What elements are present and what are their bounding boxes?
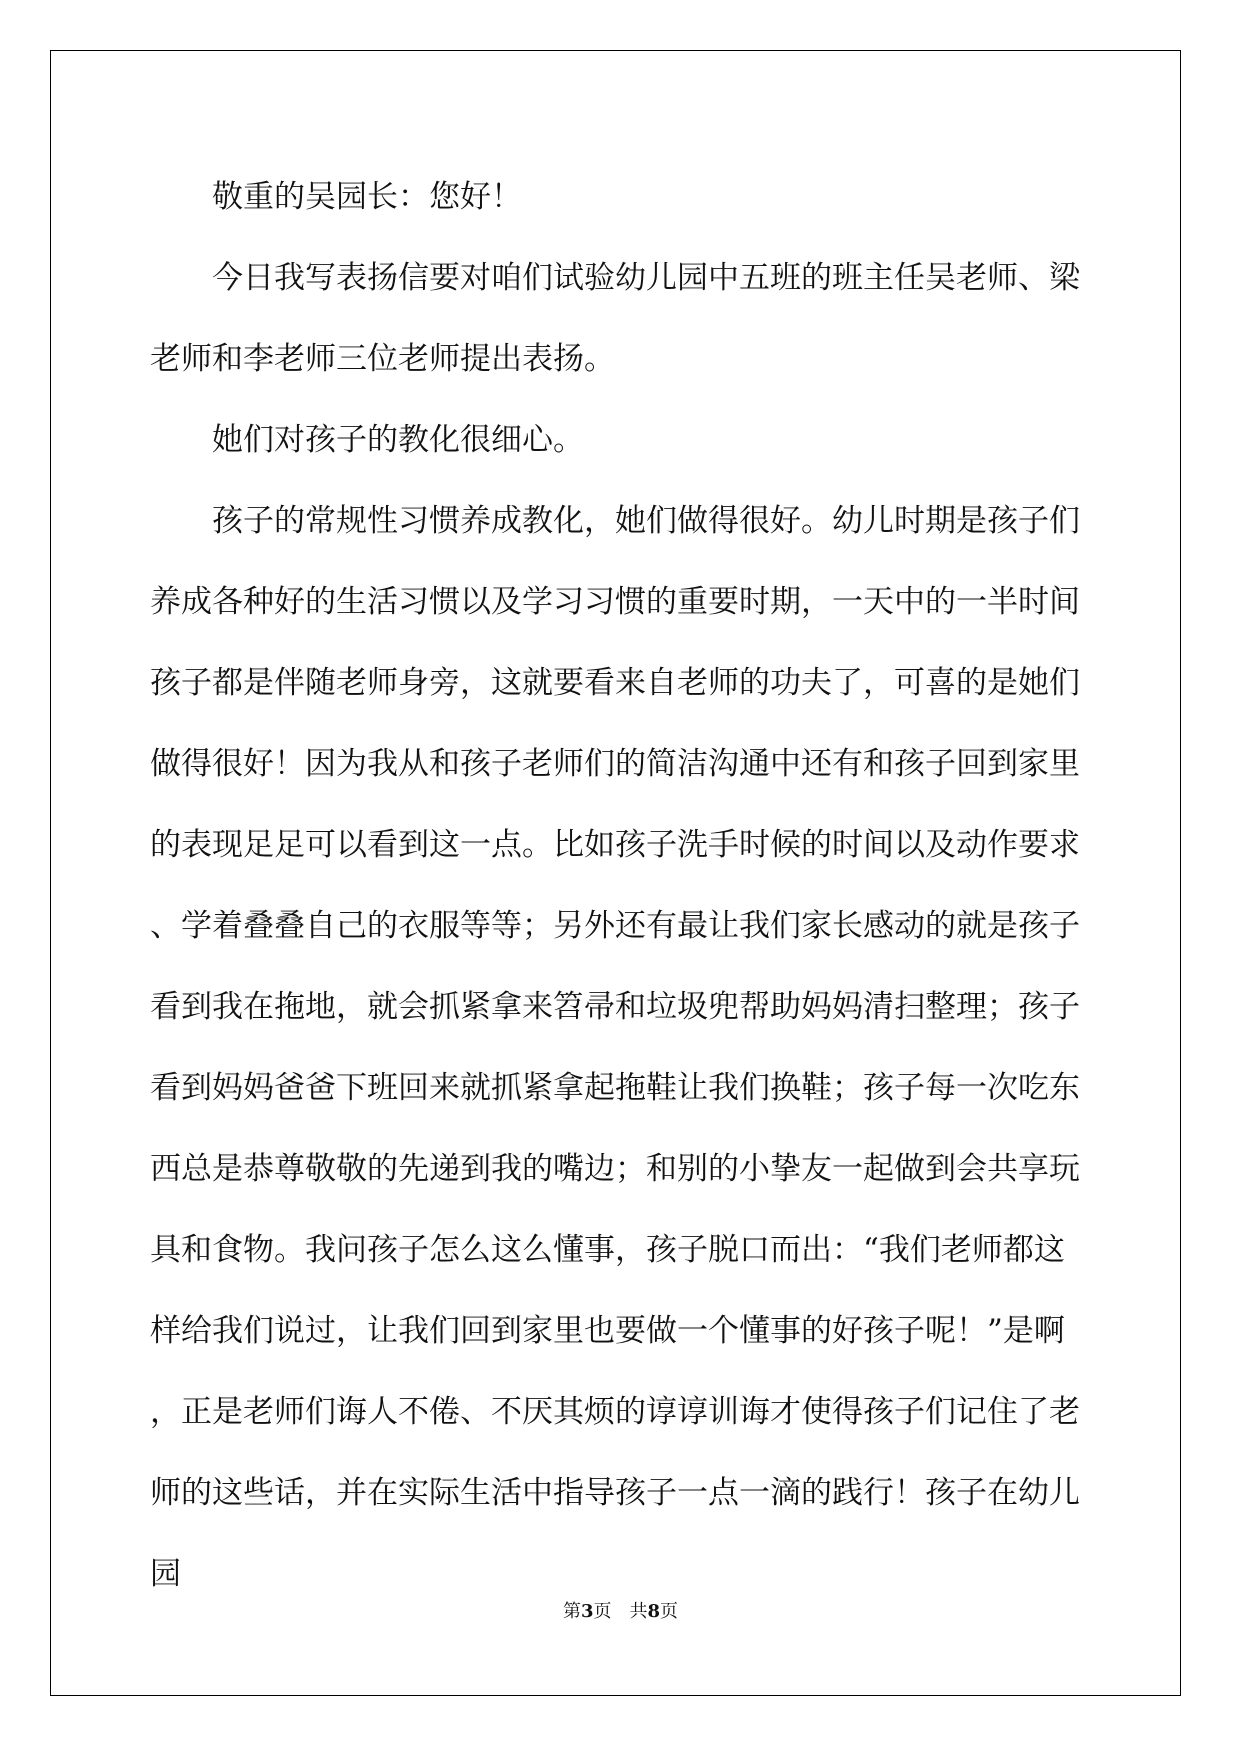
footer-current-page: 3 bbox=[580, 1601, 594, 1622]
paragraph-habits: 孩子的常规性习惯养成教化，她们做得很好。幼儿时期是孩子们养成各种好的生活习惯以及学习习惯的重要时期，一天中的一半时间孩子都是伴随老师身旁，这就要看来自老师的功夫了，可喜的是她们做得很好！因为我从和孩子老师们的简洁沟通中还有和孩子回到家里的表现足足可以看到这一点。比如孩子洗手时候的时间以及动作要求、学着叠叠自己的衣服等等；另外还有最让我们家长感动的就是孩子看到我在拖地，就会抓紧拿来笤帚和垃圾兜帮助妈妈清扫整理；孩子看到妈妈爸爸下班回来就抓紧拿起拖鞋让我们换鞋；孩子每一次吃东西总是恭尊敬敬的先递到我的嘴边；和别的小挚友一起做到会共享玩具和食物。我问孩子怎么这么懂事，孩子脱口而出：“我们老师都这样给我们说过，让我们回到家里也要做一个懂事的好孩子呢！”是啊，正是老师们诲人不倦、不厌其烦的谆谆训诲才使得孩子们记住了老师的这些话，并在实际生活中指导孩子一点一滴的践行！孩子在幼儿园 bbox=[150, 503, 1080, 1592]
salutation: 敬重的吴园长：您好！ bbox=[212, 179, 522, 215]
paragraph-care: 她们对孩子的教化很细心。 bbox=[212, 422, 584, 458]
paragraph-intro: 今日我写表扬信要对咱们试验幼儿园中五班的班主任吴老师、梁老师和李老师三位老师提出表扬。 bbox=[150, 260, 1080, 377]
letter-body bbox=[150, 157, 1090, 1615]
footer-page-prefix: 第 bbox=[562, 1601, 581, 1622]
footer-page-suffix: 页 bbox=[593, 1601, 612, 1622]
footer-total-pages: 8 bbox=[647, 1601, 661, 1622]
page-footer bbox=[0, 1597, 1241, 1623]
footer-total-prefix: 共 bbox=[629, 1601, 648, 1622]
footer-total-suffix: 页 bbox=[660, 1601, 679, 1622]
